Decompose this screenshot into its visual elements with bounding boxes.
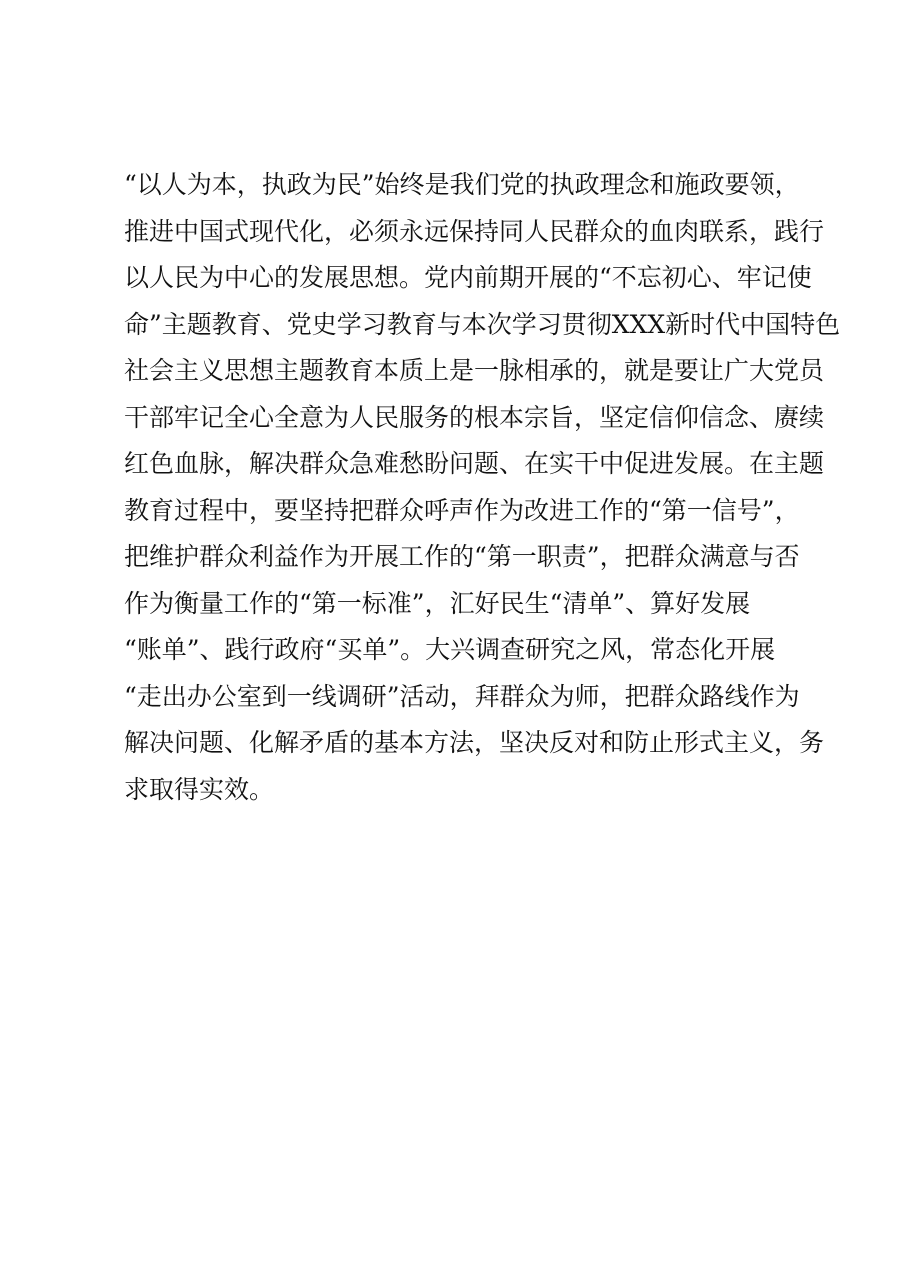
paragraph-line-8: 教育过程中，要坚持把群众呼声作为改进工作的“第一信号”，: [124, 495, 800, 525]
paragraph-line-1: “以人为本，执政为民”始终是我们党的执政理念和施政要领，: [124, 170, 800, 199]
body-paragraph: [124, 162, 841, 813]
paragraph-line-11: “账单”、践行政府“买单”。大兴调查研究之风，常态化开展: [124, 635, 776, 664]
paragraph-line-10: 作为衡量工作的“第一标准”，汇好民生“清单”、算好发展: [124, 588, 751, 618]
paragraph-line-9: 把维护群众利益作为开展工作的“第一职责”，把群众满意与否: [124, 542, 800, 571]
paragraph-line-14: 求取得实效。: [124, 774, 275, 804]
paragraph-line-4: 命”主题教育、党史学习教育与本次学习贯彻XXX新时代中国特色: [124, 309, 841, 339]
paragraph-line-6: 干部牢记全心全意为人民服务的根本宗旨，坚定信仰信念、赓续: [124, 402, 825, 432]
paragraph-line-3: 以人民为中心的发展思想。党内前期开展的“不忘初心、牢记使: [124, 263, 812, 292]
paragraph-line-5: 社会主义思想主题教育本质上是一脉相承的，就是要让广大党员: [124, 356, 825, 385]
paragraph-line-7: 红色血脉，解决群众急难愁盼问题、在实干中促进发展。在主题: [124, 449, 825, 478]
paragraph-line-12: “走出办公室到一线调研”活动，拜群众为师，把群众路线作为: [124, 681, 800, 711]
paragraph-line-13: 解决问题、化解矛盾的基本方法，坚决反对和防止形式主义，务: [124, 728, 825, 757]
paragraph-line-2: 推进中国式现代化，必须永远保持同人民群众的血肉联系，践行: [124, 216, 825, 246]
